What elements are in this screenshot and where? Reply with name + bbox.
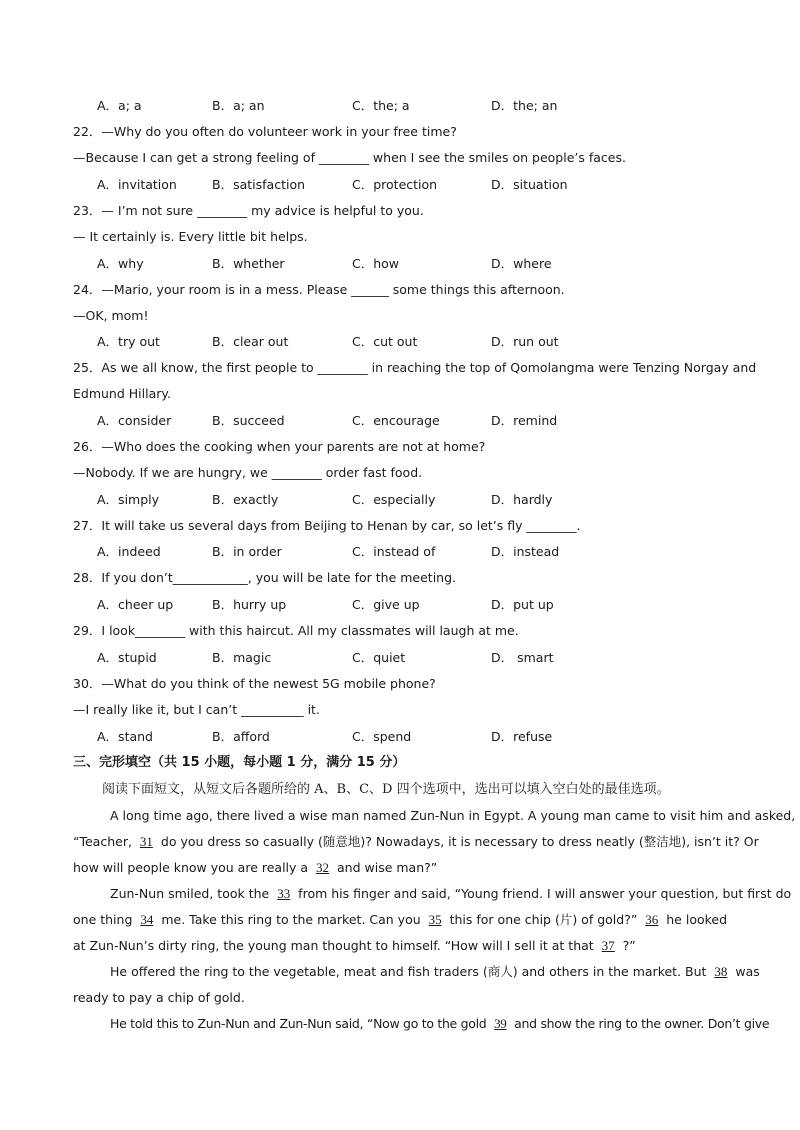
q21-option-b: B．a; an <box>212 98 265 113</box>
blank-31[interactable]: 31 <box>139 834 153 849</box>
q26-stem: 26．—Who does the cooking when your parents are not at home? <box>73 439 486 454</box>
q30-stem: 30．—What do you think of the newest 5G mobile phone? <box>73 676 436 691</box>
passage-text: me. Take this ring to the market. Can you <box>157 912 425 927</box>
q30-line2: —I really like it, but I can’t __________ it. <box>73 702 320 717</box>
passage-text: how will people know you are really a <box>73 860 313 875</box>
q22-stem: 22．—Why do you often do volunteer work in your free time? <box>73 124 457 139</box>
q27-stem: 27．It will take us several days from Beijing to Henan by car, so let’s fly ________. <box>73 518 581 533</box>
q25-option-d: D．remind <box>491 413 558 428</box>
passage-p4-line1 <box>110 1016 770 1032</box>
q26-option-d: D．hardly <box>491 492 553 507</box>
passage-p2-line2 <box>73 912 740 928</box>
q21-option-d: D．the; an <box>491 98 558 113</box>
q25-option-a: A．consider <box>97 413 172 428</box>
q24-option-b: B．clear out <box>212 334 289 349</box>
q21-option-a: A．a; a <box>97 98 142 113</box>
passage-text: from his finger and said, “Young friend. I will answer your question, but first do <box>294 886 792 901</box>
q28-option-c: C．give up <box>352 597 420 612</box>
passage-text: was <box>731 964 760 979</box>
q25-line2: Edmund Hillary. <box>73 386 171 401</box>
passage-text: Zun-Nun smiled, took the <box>110 886 274 901</box>
q30-option-a: A．stand <box>97 729 153 744</box>
section-heading: 三、完形填空（共 15 小题，每小题 1 分，满分 15 分） <box>73 755 406 770</box>
q22-line2: —Because I can get a strong feeling of ________ when I see the smiles on people’s faces. <box>73 150 626 165</box>
q27-option-c: C．instead of <box>352 544 436 559</box>
blank-36[interactable]: 36 <box>645 912 659 927</box>
passage-text: do you dress so casually (随意地)? Nowadays, it is necessary to dress neatly (整洁地), isn’t it? Or <box>156 834 759 849</box>
q21-option-c: C．the; a <box>352 98 410 113</box>
q26-option-b: B．exactly <box>212 492 279 507</box>
q24-stem: 24．—Mario, your room is in a mess. Please ______ some things this afternoon. <box>73 282 565 297</box>
q29-option-b: B．magic <box>212 650 272 665</box>
q29-option-d: D． smart <box>491 650 554 665</box>
passage-p2-line1 <box>110 886 792 902</box>
q26-option-c: C．especially <box>352 492 436 507</box>
q30-option-d: D．refuse <box>491 729 553 744</box>
passage-text: one thing <box>73 912 137 927</box>
q27-option-d: D．instead <box>491 544 560 559</box>
q25-option-c: C．encourage <box>352 413 440 428</box>
blank-33[interactable]: 33 <box>277 886 291 901</box>
q22-option-a: A．invitation <box>97 177 177 192</box>
passage-text: He told this to Zun-Nun and Zun-Nun said, “Now go to the gold <box>110 1016 491 1031</box>
q24-option-c: C．cut out <box>352 334 418 349</box>
q22-option-d: D．situation <box>491 177 568 192</box>
q23-line2: — It certainly is. Every little bit helps. <box>73 229 308 244</box>
q26-option-a: A．simply <box>97 492 160 507</box>
q29-option-a: A．stupid <box>97 650 157 665</box>
passage-p1-line3 <box>73 860 740 876</box>
passage-text: and wise man?” <box>333 860 438 875</box>
q22-option-c: C．protection <box>352 177 438 192</box>
passage-text: ?” <box>618 938 636 953</box>
q24-line2: —OK, mom! <box>73 308 149 323</box>
passage-text: he looked <box>662 912 728 927</box>
q28-option-d: D．put up <box>491 597 554 612</box>
passage-text: “Teacher, <box>73 834 136 849</box>
q29-stem: 29．I look________ with this haircut. All my classmates will laugh at me. <box>73 623 519 638</box>
q30-option-c: C．spend <box>352 729 412 744</box>
q23-option-b: B．whether <box>212 256 285 271</box>
q25-stem: 25．As we all know, the first people to ________ in reaching the top of Qomolangma were Tenzing Norgay and <box>73 360 757 375</box>
passage-p1-line2 <box>73 834 759 850</box>
q26-line2: —Nobody. If we are hungry, we ________ order fast food. <box>73 465 423 480</box>
blank-39[interactable]: 39 <box>494 1016 507 1031</box>
passage-text: at Zun-Nun’s dirty ring, the young man thought to himself. “How will I sell it at that <box>73 938 598 953</box>
passage-p1-line1: A long time ago, there lived a wise man named Zun-Nun in Egypt. A young man came to visit him and asked, <box>110 808 796 823</box>
q25-option-b: B．succeed <box>212 413 285 428</box>
blank-32[interactable]: 32 <box>316 860 330 875</box>
blank-38[interactable]: 38 <box>714 964 728 979</box>
passage-text: He offered the ring to the vegetable, meat and fish traders (商人) and others in the market. But <box>110 964 711 979</box>
passage-p3-line1 <box>110 964 760 980</box>
q22-option-b: B．satisfaction <box>212 177 306 192</box>
q23-option-c: C．how <box>352 256 400 271</box>
blank-37[interactable]: 37 <box>601 938 615 953</box>
q23-option-d: D．where <box>491 256 552 271</box>
passage-text: and show the ring to the owner. Don’t give <box>510 1016 770 1031</box>
q28-option-a: A．cheer up <box>97 597 174 612</box>
passage-p2-line3 <box>73 938 740 954</box>
passage-p3-line2: ready to pay a chip of gold. <box>73 990 245 1005</box>
q24-option-a: A．try out <box>97 334 160 349</box>
q28-stem: 28．If you don’t____________, you will be late for the meeting. <box>73 570 456 585</box>
blank-34[interactable]: 34 <box>140 912 154 927</box>
q23-stem: 23．— I’m not sure ________ my advice is helpful to you. <box>73 203 424 218</box>
q29-option-c: C．quiet <box>352 650 406 665</box>
blank-35[interactable]: 35 <box>428 912 442 927</box>
q27-option-a: A．indeed <box>97 544 161 559</box>
passage-text: this for one chip (片) of gold?” <box>445 912 642 927</box>
section-instruction: 阅读下面短文，从短文后各题所给的 A、B、C、D 四个选项中，选出可以填入空白处的最佳选项。 <box>102 782 670 797</box>
q23-option-a: A．why <box>97 256 144 271</box>
q27-option-b: B．in order <box>212 544 282 559</box>
q28-option-b: B．hurry up <box>212 597 287 612</box>
q30-option-b: B．afford <box>212 729 270 744</box>
q24-option-d: D．run out <box>491 334 559 349</box>
